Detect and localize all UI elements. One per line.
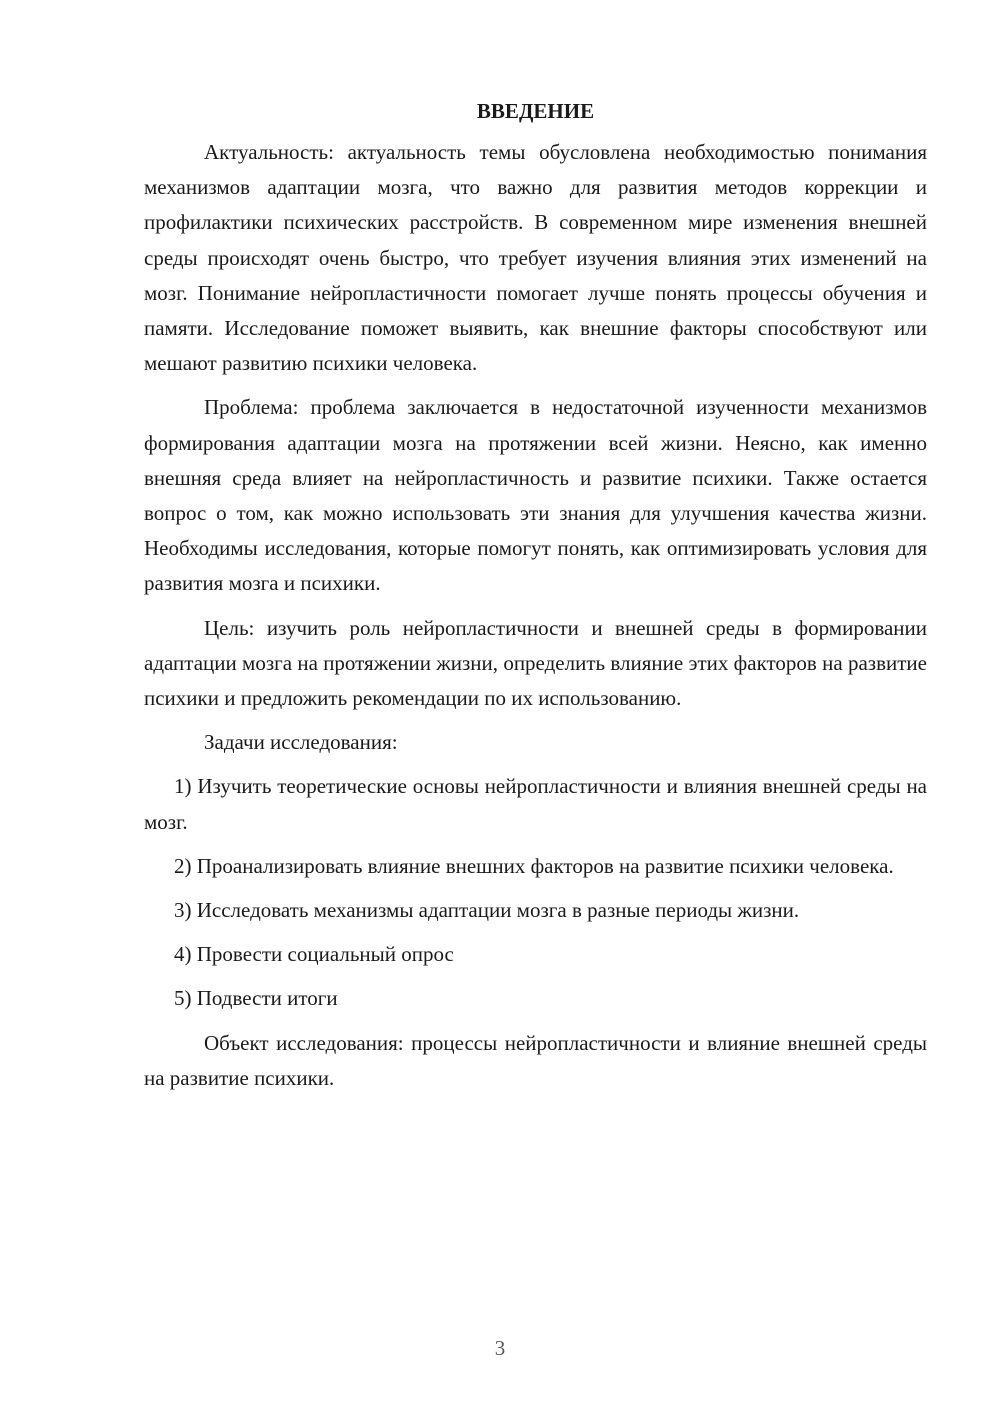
paragraph-relevance: Актуальность: актуальность темы обусловлена необходимостью понимания механизмов адаптации мозга, что важно для развития методов коррекции и профилактики психических расстройств. В современном мире изменения внешней среды происходят очень быстро, что требует изучения влияния этих изменений на мозг. Понимание нейропластичности помогает лучше понять процессы обучения и памяти. Исследование поможет выявить, как внешние факторы способствуют или мешают развитию психики человека. [144,140,927,376]
task-item-4: 4) Провести социальный опрос [174,942,454,967]
task-item-3: 3) Исследовать механизмы адаптации мозга в разные периоды жизни. [174,898,800,923]
task-item-1: 1) Изучить теоретические основы нейропластичности и влияния внешней среды на мозг. [144,774,927,834]
task-item-5: 5) Подвести итоги [174,986,338,1011]
paragraph-object: Объект исследования: процессы нейропластичности и влияние внешней среды на развитие психики. [144,1030,927,1090]
section-title: ВВЕДЕНИЕ [476,99,595,123]
paragraph-problem: Проблема: проблема заключается в недостаточной изученности механизмов формирования адаптации мозга на протяжении всей жизни. Неясно, как именно внешняя среда влияет на нейропластичность и развитие психики. Также остается вопрос о том, как можно использовать эти знания для улучшения качества жизни. Необходимы исследования, которые помогут понять, как оптимизировать условия для развития мозга и психики. [144,395,927,596]
paragraph-goal: Цель: изучить роль нейропластичности и внешней среды в формировании адаптации мозга на протяжении жизни, определить влияние этих факторов на развитие психики и предложить рекомендации по их использованию. [144,615,927,711]
task-item-2: 2) Проанализировать влияние внешних факторов на развитие психики человека. [174,853,894,878]
document-page [144,94,927,1105]
tasks-heading: Задачи исследования: [204,730,398,755]
page-number: 3 [494,1336,506,1360]
